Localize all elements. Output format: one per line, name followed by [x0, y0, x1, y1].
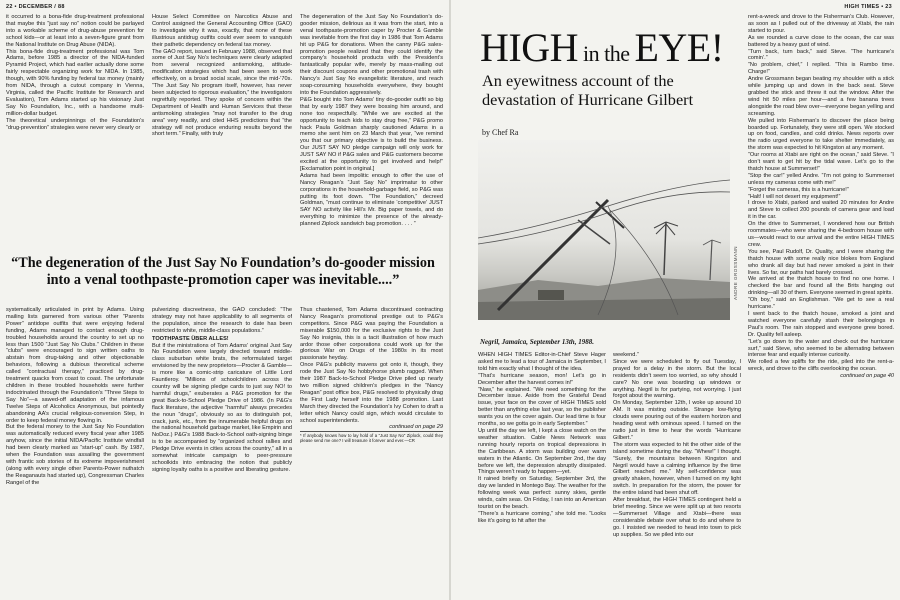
paragraph: “Oh boy,” said an Englishman. “We get to see a real hurricane.”	[748, 297, 894, 311]
footnote: * If anybody knows how to lay hold of a “Just Say No” Ziplock, could they please send me one? I will treasure it forever and ever.—CR	[300, 433, 443, 444]
paragraph: The theoretical underpinnings of the Foundation’s “drug-prevention” strategies were never very clearly or	[6, 117, 144, 131]
paragraph: We arrived at the thatch house to find no one home. I checked the bar and found all the Brits hanging out drinking—all 30 of them. Everyone seemed in great spirits.	[748, 276, 894, 297]
section-subhead: TOOTHPASTE ÜBER ALLES!	[152, 335, 229, 342]
paragraph: Up until the day we left, I kept a close watch on the weather situation. Cable News Network was running hourly reports on tropical depressions in the Caribbean. A storm was building over warm waters in the Atlantic. On September 2nd, the day before we left, the depression abruptly dissipated. Things weren’t ready to happen—yet.	[478, 427, 606, 476]
continued-note: continued on page 40	[840, 373, 894, 380]
headline-word-eye: EYE!	[634, 25, 724, 70]
paragraph: I went back to the thatch house, smoked a joint and watched everyone carefully stash their belongings in Paul’s room. The rain stopped and everyone grew bored. Dr. Quality fell asleep.	[748, 310, 894, 338]
pull-quote: “The degeneration of the Just Say No Foundation’s do-gooder mission into a venal toothpaste-promotion caper was inevitable....”	[11, 255, 435, 288]
paragraph: Thus chastened, Tom Adams discontinued contracting Nancy Reagan’s promotional prestige out to P&G’s competitors. Since P&G was paying the Foundation a miserable $150,000 for the exclusive rights to the Just Say No insignia, this is a tacit illustration of how much ardor those other corporations could work up for the glorious War on Drugs of the 1980s in its most passionate heyday.	[300, 307, 443, 362]
paragraph: “Our rooms at Xtabi are right on the ocean,” said Steve. “I don’t want to get hit by the tidal wave. Let’s go to the thatch house at Summerset!”	[748, 152, 894, 172]
paragraph: “That’s hurricane season, mon! Let’s go in December after the harvest comes in!”	[478, 372, 606, 386]
headline-word-in-the: in the	[577, 41, 635, 66]
left-column-3-top	[300, 14, 443, 266]
photo-credit: ANDRE GROSSMANN	[733, 245, 738, 300]
left-column-1-bottom	[6, 307, 144, 597]
paragraph: weekend.”	[613, 352, 639, 358]
paragraph: it occurred to a bona-fide drug-treatment professional that maybe this “just say no” notion could be parlayed into a workable scheme of drug-abuse prevention for school kids—or at least into a seven-figure grant from the National Institute on Drug Abuse (NIDA).	[6, 14, 144, 48]
continued-note: continued on page 29	[389, 424, 443, 431]
paragraph: “Turn back, turn back,” said Steve. “The hurricane’s comin’.”	[748, 48, 894, 62]
page-gutter	[449, 0, 451, 600]
paragraph: “No problem, chief,” I replied. “This is Rambo time. Charge!”	[748, 62, 894, 76]
paragraph: P&G bought into Tom Adams’ tiny do-gooder outfit so big that by early 1987 they were bossing him around, and none too respectfully. “While we are excited at the opportunity to teach kids to stay drug free,” P&G promo hack Paula Goldman sharply cautioned Adams in a memo she sent him on 23 March that year, “we remind you that our primary objective is to build the business. Our JUST SAY NO pledge campaign will only work for JUST SAY NO if P&G sales and P&G customers become excited at the opportunity to get involved and help!” [Exclamation point in original.]	[300, 96, 443, 172]
left-column-2-top	[152, 14, 292, 254]
left-column-1-top	[6, 14, 144, 254]
paragraph: It rained briefly on Saturday, September 3rd, the day we landed in Montego Bay. The weather for the following week was perfect: sunny skies, gentle winds, calm seas. On Friday, I ran into an American tourist on the beach.	[478, 476, 606, 510]
paragraph: “Forget the cameras, this is a hurricane!”	[748, 186, 849, 193]
paragraph: Andre Grossmann began beating my shoulder with a stick while jumping up and down in the back seat. Steve grabbed the stick and threw it out the window. After the wind hit 50 miles per hour—and a few banana trees alongside the road blew over—everyone began yelling and screaming.	[748, 76, 894, 117]
paragraph: You see, Paul Rudolf, Dr. Quality, and I were sharing the thatch house with some really nice blokes from England who drank all day but had never smoked a joint in their lives. So far, our paths had barely crossed.	[748, 248, 894, 276]
storm-damage-illustration	[478, 140, 730, 320]
article-deck: An eyewitness account of the devastation of Hurricane Gilbert	[482, 71, 694, 109]
left-column-2-bottom	[152, 307, 292, 597]
hurricane-photo	[478, 140, 730, 320]
paragraph: “Let’s go down to the water and check out the hurricane surf,” said Steve, who seemed to be alternating between intense fear and equally intense curiosity.	[748, 338, 894, 359]
article-headline	[480, 25, 724, 74]
paragraph: systematically articulated in print by Adams. Using mailing lists garnered from various other “Parents Power” antidope outfits that were enjoying federal funding, Adams managed to contact enough drug-troubled households around the country to set up no less than 1500 “Just Say No Clubs.” Children in these “clubs” were encouraged to sign written oaths to abstain from drug-taking and other objectionable behaviors, following a dubious theoretical scheme called “contractual therapy,” practiced by drug-treatment quacks from coast to coast. The unfortunate children in these troubled households were further indoctrinated through the Foundation’s “Three Steps to Say No”—a sawed-off adaptation of the infamous Twelve Steps of Alcoholics Anonymous, but pointedly abandoning AA’s crucial religious-conversion Step, in order to keep federal money flowing in.	[6, 307, 144, 424]
paragraph: But if the ministrations of Tom Adams’ original Just Say No Foundation were largely directed toward middle-class suburban white brats, the reformulated target envisioned by the new proprietors—Procter & Gamble—is more like a comic-strip caricature of Little Lord Fauntleroy. “Millions of schoolchildren across the country will be signing pledge cards to just say NO! to harmful drugs,” exuberates a P&G promotion for the great Back-to-School Pledge Drive of 1986. (In P&G’s flack literature, the adjective “harmful” always precedes the noun “drugs”, obviously so as to distinguish pot, crack, junk, etc., from the innumerable helpful drugs on the national household garbage market, like Empirin and NoDoz.) P&G’s 1988 Back-to-School oath-signing binge is to be accompanied by “organized school rallies and Pledge Drive events in cities across the country,” all in a somewhat intricate campaign to peer-pressure schoolkids into embracing the notion that publicly signing loyalty oaths is a positive and liberating gesture.	[152, 342, 292, 473]
paragraph: “Halt! I will not desert my equipment!”	[748, 193, 841, 200]
paragraph: House Select Committee on Narcotics Abuse and Control assigned the General Accounting Office (GAO) to investigate why it was, exactly, that none of these illustrious antidrug outfits could ever seem to vanquish their pathetic dependency on federal tax money.	[152, 14, 292, 48]
paragraph: The GAO report, issued in February 1988, observed that some of Just Say No’s techniques were clearly adapted from several recognized antismoking, attitude-modification strategies which had been seen to work effectively, on a broad social scale, since the mid-’70s. “The Just Say No program itself, however, has never been subjected to rigorous evaluation,” the investigators regretfully reported. They spoke of concern within the Department of Health and Human Services that these antismoking strategies “may not transfer to the drug area” very readily, and cited HHS predictions that “the strategy will not produce enduring results beyond the short term.” Finally, with truly	[152, 48, 292, 138]
paragraph: We rolled a few spliffs for the ride, piled into the rent-a-wreck, and drove to the cliffs overlooking the ocean.	[748, 359, 894, 373]
paragraph: I drove to Xtabi, parked and waited 20 minutes for Andre and Steve to collect 200 pounds of camera gear and load it in the car.	[748, 200, 894, 221]
paragraph: WHEN HIGH TIMES Editor-in-Chief Steve Hager asked me to lead a tour of Jamaica in September, I told him exactly what I thought of the idea.	[478, 352, 606, 372]
paragraph: The degeneration of the Just Say No Foundation’s do-gooder mission, delirious as it was from the start, into a venal toothpaste-promotion caper by Procter & Gamble was inevitable from the first day in 1986 that Tom Adams hit up P&G for donations. When the canny P&G sales-promotion people realized that they could identify the company’s household products with the President’s fantastically popular wife, merely by mass-mailing out their discount coupons and other promotional trash with Nancy’s Just Say No evangelistic literature, and reach soap-consuming households everywhere, they bought into the Foundation aggressively.	[300, 14, 443, 96]
paragraph: “There’s a hurricane coming,” she told me. “Looks like it’s going to hit after the	[478, 510, 606, 524]
right-column-2	[478, 352, 606, 598]
headline-word-high: HIGH	[480, 25, 578, 70]
paragraph: The storm was expected to hit the other side of the island sometime during the day. “Whew!” I thought. “Surely, the mountains between Kingston and Negril would have a calming influence by the time Gilbert reached me.” My self-confidence was greatly shaken, however, when I turned on my light switch. In preparation for the storm, the power for the entire island had been shut off.	[613, 441, 741, 497]
paragraph: As we rounded a curve close to the ocean, the car was battered by a heavy gust of wind.	[748, 34, 894, 48]
paragraph: After breakfast, the HIGH TIMES contingent held a brief meeting. Since we were split up at two resorts—Summerset Village and Xtabi—there was considerable debate over what to do and where to go. I insisted we needed to head into town to pick up supplies. So we piled into our	[613, 497, 741, 538]
right-column-1	[748, 14, 894, 598]
right-folio: HIGH TIMES • 23	[844, 4, 892, 10]
article-byline: by Chef Ra	[482, 128, 519, 137]
paragraph: pulverizing discreetness, the GAO concluded: “The strategy may not have applicability to all segments of the population, since the research to date has been restricted to white, middle-class populations.”	[152, 307, 292, 334]
paragraph: Adams had been impolitic enough to offer the use of Nancy Reagan’s “Just Say No” imprimatur to other corporations in the household-garbage field, so P&G was putting its foot down. “The Foundation,” decreed Goldman, “must continue to eliminate ‘competitive’ JUST SAY NO activity like Hill’s Mr. Big paper towels, and do everything to minimize the presence of the already-planned Ziplock sandwich bag promotion. . . . ”	[300, 172, 443, 228]
paragraph: “Stop the car!” yelled Andre. “I’m not going to Summerset unless my cameras come with me!”	[748, 172, 894, 186]
paragraph: We pulled into Fisherman’s to discover the place being boarded up. Fortunately, they were still open. We stocked up on food, candles, and cold drinks. News reports over the radio urged everyone to take shelter immediately, as the storm was expected to hit Kingston at any moment.	[748, 117, 894, 152]
paragraph: On the drive to Summerset, I wondered how our British roommates—who were sharing the 4-bedroom house with us—would react to our arrival and the entire HIGH TIMES crew.	[748, 221, 894, 248]
paragraph: But the federal money to the Just Say No Foundation was automatically reduced every fiscal year after 1985 anyhow, since the initial NIDA/Pacific Institute windfall had been clearly marked as “start-up” cash. By 1987, when the Foundation was assailing the government with frantic sob stories of its extreme impoverishment (along with every single other Parents-Power nuthatch the Reaganauts had started up), Congressman Charles Rangel of the	[6, 424, 144, 486]
photo-caption: Negril, Jamaica, September 13th, 1988.	[480, 338, 594, 346]
paragraph: On Monday, September 12th, I woke up around 10 AM. It was misting outside. Strange low-flying clouds were pouring out of the eastern horizon and heading west with ominous speed. I turned on the radio just in time to hear the words “Hurricane Gilbert.”	[613, 400, 741, 441]
left-column-3-bottom	[300, 307, 443, 597]
paragraph: “Naw,” he explained. “We need something for the December issue. Aside from the Grateful Dead issue, your face on the cover of HIGH TIMES sold better than anything else last year, so the publisher wants you on the cover again. Our lead time is four months, so we gotta go in early September.”	[478, 386, 606, 428]
paragraph: Once P&G’s publicity mavens got onto it, though, they rode the Just Say No hobbyhorse plumb ragged. When their 1987 Back-to-School Pledge Drive piled up nearly two million signed children’s pledges in the “Nancy Reagan” post office box, P&G resolved to physically drag the First Lady herself into the 1988 promotion. Last March they directed the Foundation’s Ivy Cohen to draft a letter which Nancy could sign, which would circulate to school superintendents.	[300, 362, 443, 424]
paragraph: This bona-fide drug-treatment professional was Tom Adams, before 1985 a director of the NIDA-funded Pyramid Project, which had earlier actually done some fairly respectable organizing work for NIDA. In 1985, though, with 90% funding by federal tax money (mainly from NIDA, through a cutout company in Vienna, Virginia, called the Pacific Institute for Research and Evaluation), Tom Adams started up his visionary Just Say No Foundation, Inc., with a handsome multi-million-dollar budget.	[6, 48, 144, 117]
left-folio: 22 • DECEMBER / 88	[6, 4, 65, 10]
paragraph: Since we were scheduled to fly out Tuesday, I prayed for a delay in the storm. But the local residents didn’t seem too worried, so why should I care? No one was boarding up windows or anything. Negril is for partying, not worrying. I just forgot about the warning.	[613, 358, 741, 400]
paragraph: rent-a-wreck and drove to the Fisherman’s Club. However, as soon as I pulled out of the driveway at Xtabi, the rain started to pour.	[748, 14, 894, 34]
right-column-3	[613, 352, 741, 598]
